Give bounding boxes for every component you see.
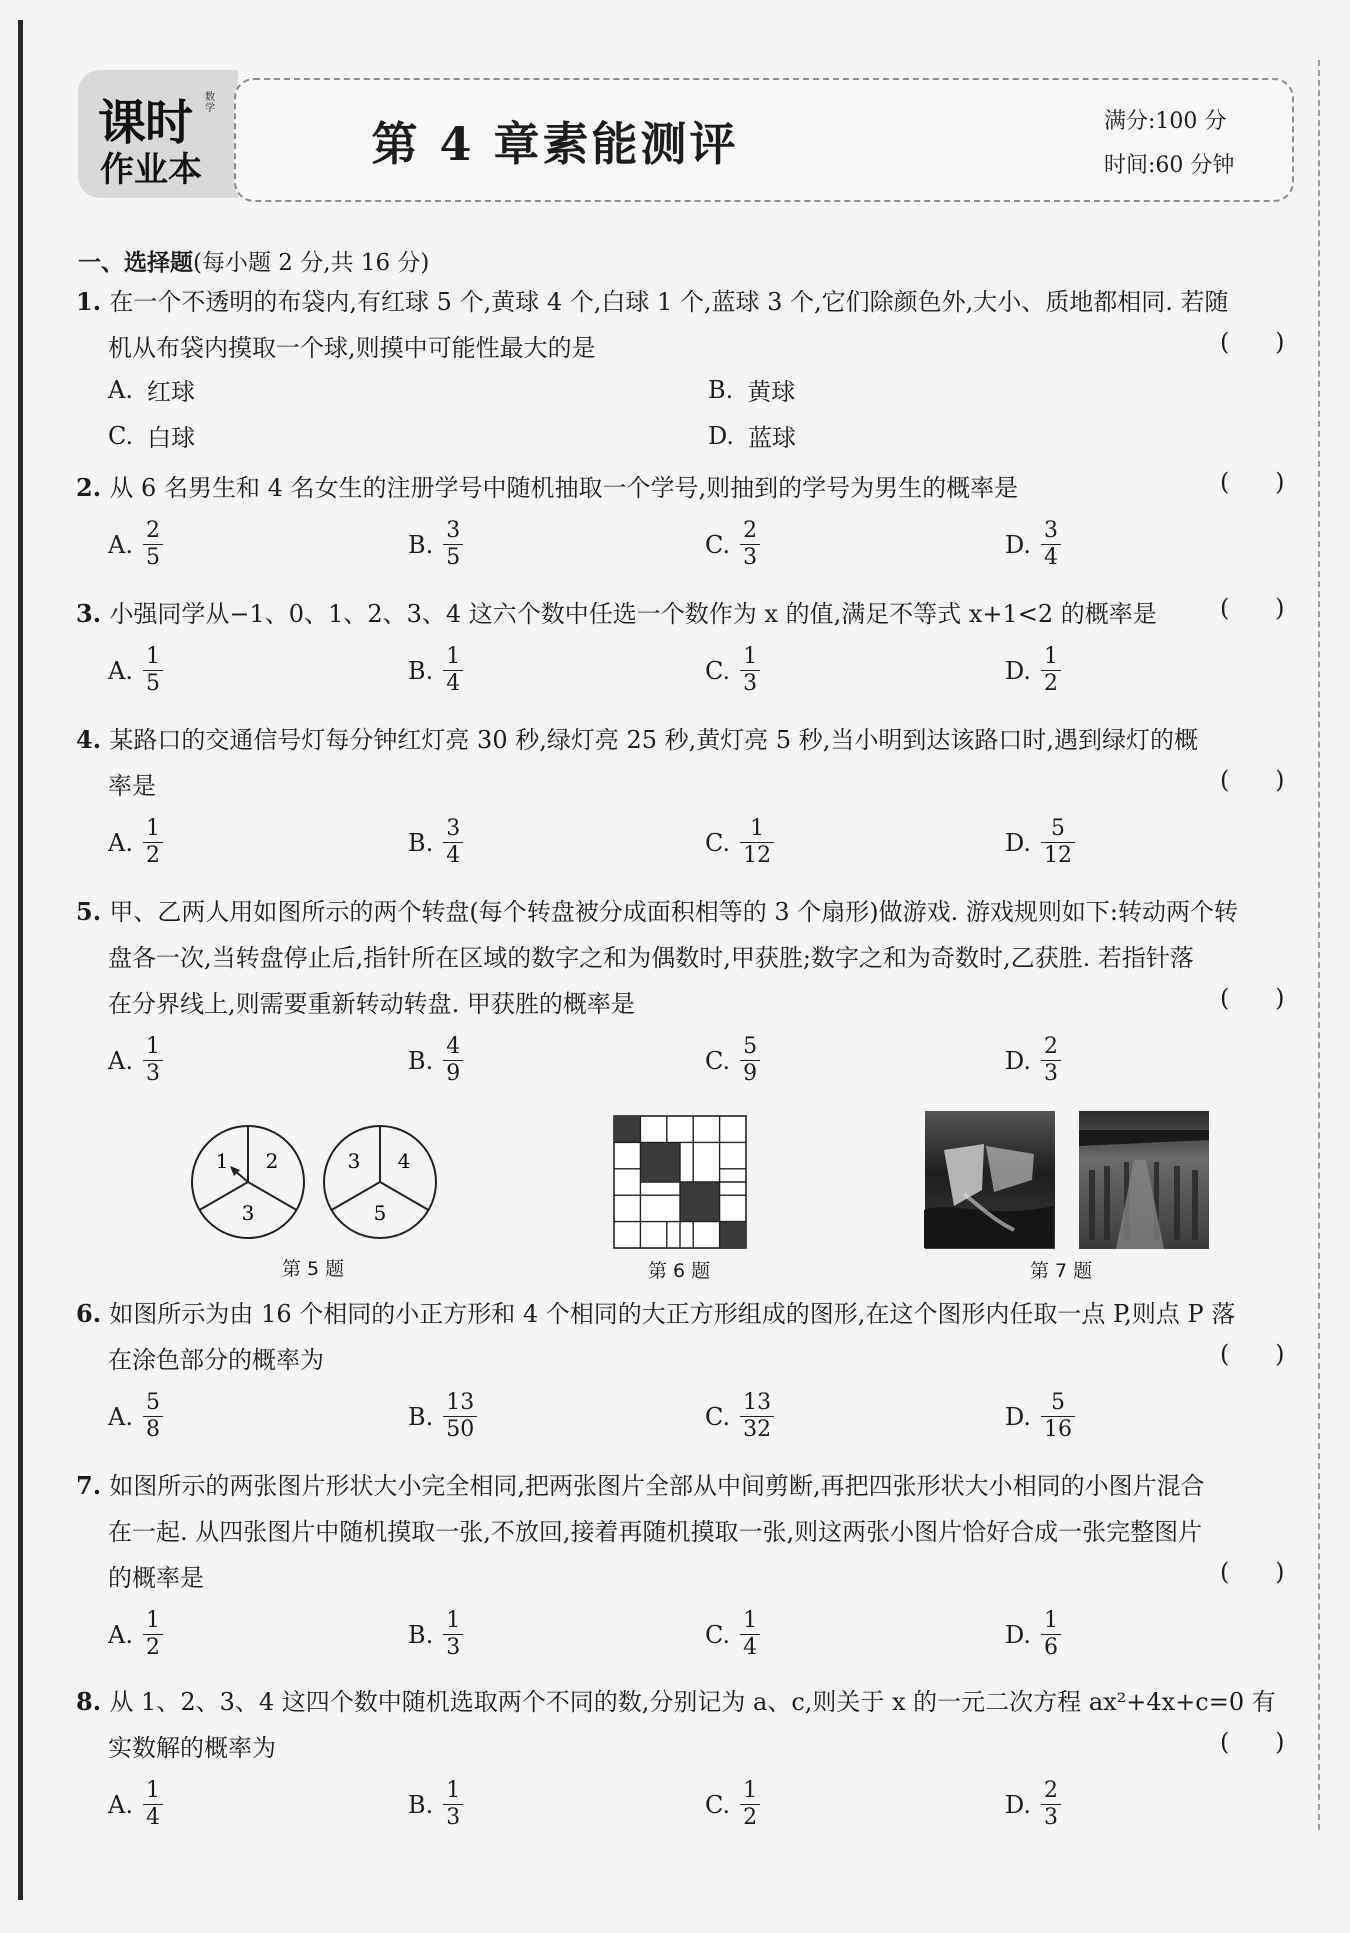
numerator: 1 [446,644,461,669]
numerator: 1 [145,1778,160,1803]
denominator: 12 [1041,842,1075,869]
numerator: 2 [145,518,160,543]
fraction [1041,644,1061,697]
option-a[interactable] [108,518,163,571]
question-text: 在一起. 从四张图片中随机摸取一张,不放回,接着再随机摸取一张,则这两张小图片恰好合成一张完整图片 [108,1518,1203,1546]
numerator: 1 [750,816,765,841]
answer-bracket: ( ) [1220,766,1285,794]
option-label: B. [408,1402,434,1431]
option-b[interactable] [408,1034,463,1087]
option-label: C. [705,1046,731,1075]
numerator: 1 [145,1608,160,1633]
option-text: 蓝球 [748,424,797,452]
numerator: 1 [743,1778,758,1803]
question-text: 从 1、2、3、4 这四个数中随机选取两个不同的数,分别记为 a、c,则关于 x 的一元二次方程 ax²+4x+c=0 有 [109,1688,1276,1716]
question-text: 如图所示为由 16 个相同的小正方形和 4 个相同的大正方形组成的图形,在这个图形内任取一点 P,则点 P 落 [109,1300,1236,1328]
denominator: 3 [1041,1804,1061,1831]
numerator: 5 [743,1034,758,1059]
option-label: D. [1005,1046,1032,1075]
figure-7-photos [924,1110,1210,1252]
fraction [1041,1608,1061,1661]
option-a[interactable] [108,1034,163,1087]
numerator: 5 [1051,1390,1066,1415]
question-text: 率是 [108,772,156,800]
question-number: 4. [76,725,110,754]
denominator: 12 [740,842,774,869]
spinner-1 [192,1126,304,1238]
fraction [1041,1034,1061,1087]
fraction [1041,1778,1061,1831]
option-label: C. [108,421,134,450]
option-d[interactable] [1005,518,1061,571]
numerator: 3 [1044,518,1059,543]
denominator: 5 [143,670,163,697]
fraction [443,1034,463,1087]
denominator: 6 [1041,1634,1061,1661]
option-d[interactable] [1005,644,1061,697]
question-number: 7. [76,1471,110,1500]
numerator: 1 [446,1608,461,1633]
denominator: 50 [443,1416,477,1443]
option-label: B. [708,375,734,404]
option-d[interactable] [1005,1608,1061,1661]
denominator: 32 [740,1416,774,1443]
fraction [443,816,463,869]
question-4-line [76,720,1198,755]
denominator: 3 [1041,1060,1061,1087]
margin-dashed-line [1318,60,1320,1830]
fraction [740,1778,760,1831]
fraction [740,1390,774,1443]
spinner-2-label-c: 5 [373,1201,387,1225]
option-label: A. [108,375,133,404]
question-number: 1. [76,287,110,316]
figure-7-caption: 第 7 题 [1030,1260,1093,1282]
denominator: 3 [740,544,760,571]
fraction [143,816,163,869]
option-c[interactable] [108,418,195,453]
option-label: C. [705,1790,731,1819]
option-label: C. [705,1620,731,1649]
spinner-1-label-b: 2 [265,1149,279,1173]
numerator: 3 [446,518,461,543]
question-8-line [108,1728,276,1763]
figure-6-grid [613,1115,747,1249]
fraction [740,1608,760,1661]
question-text: 如图所示的两张图片形状大小完全相同,把两张图片全部从中间剪断,再把四张形状大小相同的小图片混合 [109,1472,1205,1500]
numerator: 1 [145,644,160,669]
question-2-line [76,468,1018,503]
denominator: 2 [740,1804,760,1831]
option-label: D. [1005,1790,1032,1819]
option-label: A. [108,1620,133,1649]
denominator: 4 [443,670,463,697]
option-label: B. [408,530,434,559]
question-number: 6. [76,1299,110,1328]
numerator: 5 [1051,816,1066,841]
question-5-line [76,892,1238,927]
option-label: D. [1005,656,1032,685]
option-c[interactable] [705,518,760,571]
option-label: C. [705,1402,731,1431]
question-number: 2. [76,473,110,502]
binding-line [18,20,23,1900]
question-text: 在涂色部分的概率为 [108,1346,324,1374]
numerator: 1 [145,1034,160,1059]
question-number: 3. [76,599,110,628]
numerator: 5 [145,1390,160,1415]
fraction [443,644,463,697]
option-b[interactable] [408,1390,477,1443]
option-c[interactable] [705,1390,774,1443]
option-label: A. [108,530,133,559]
answer-bracket: ( ) [1220,1728,1285,1756]
option-c[interactable] [705,1778,760,1831]
option-d[interactable] [1005,1034,1061,1087]
full-score: 满分:100 分 [1104,109,1227,134]
option-label: B. [408,656,434,685]
option-b[interactable] [408,644,463,697]
denominator: 4 [740,1634,760,1661]
option-label: C. [705,656,731,685]
numerator: 3 [446,816,461,841]
answer-bracket: ( ) [1220,984,1285,1012]
option-c[interactable] [705,816,774,869]
option-c[interactable] [705,1608,760,1661]
denominator: 2 [1041,670,1061,697]
logo-line2: 作业本 [100,150,202,190]
option-d[interactable] [1005,816,1075,869]
numerator: 2 [743,518,758,543]
fraction [1041,816,1075,869]
numerator: 2 [1044,1778,1059,1803]
option-c[interactable] [705,644,760,697]
waterfall-photo [924,1111,1055,1249]
answer-bracket: ( ) [1220,1558,1285,1586]
spinner-2-label-b: 4 [397,1149,411,1173]
option-label: A. [108,1402,133,1431]
option-b[interactable] [408,518,463,571]
option-a[interactable] [108,1390,163,1443]
numerator: 1 [1044,1608,1059,1633]
question-8-line [76,1682,1276,1717]
denominator: 3 [443,1634,463,1661]
spinner-1-label-a: 1 [215,1149,229,1173]
option-label: A. [108,656,133,685]
fraction [443,518,463,571]
option-a[interactable] [108,1778,163,1831]
denominator: 16 [1041,1416,1075,1443]
fraction [740,518,760,571]
denominator: 2 [143,1634,163,1661]
question-6-line [108,1340,324,1375]
question-7-line [108,1512,1202,1547]
spinner-2 [324,1126,436,1238]
question-6-line [76,1294,1235,1329]
option-label: C. [705,530,731,559]
question-text: 在分界线上,则需要重新转动转盘. 甲获胜的概率是 [108,990,635,1018]
fraction [1041,1390,1075,1443]
denominator: 5 [443,544,463,571]
numerator: 4 [446,1034,461,1059]
fraction [143,644,163,697]
fraction [143,1778,163,1831]
option-d[interactable] [708,418,796,453]
question-4-line [108,766,156,801]
numerator: 13 [446,1390,475,1415]
fraction [143,518,163,571]
option-label: A. [108,828,133,857]
option-a[interactable] [108,372,195,407]
question-number: 5. [76,897,110,926]
fraction [143,1034,163,1087]
fraction [443,1390,477,1443]
option-label: B. [408,1620,434,1649]
figure-5-caption: 第 5 题 [282,1258,345,1280]
answer-bracket: ( ) [1220,328,1285,356]
fraction [740,644,760,697]
question-5-line [108,938,1194,973]
numerator: 13 [743,1390,772,1415]
numerator: 1 [145,816,160,841]
option-a[interactable] [108,644,163,697]
question-1-line [108,328,596,363]
numerator: 1 [446,1778,461,1803]
option-d[interactable] [1005,1778,1061,1831]
option-label: C. [705,828,731,857]
question-7-line [76,1466,1205,1501]
denominator: 4 [143,1804,163,1831]
denominator: 4 [1041,544,1061,571]
option-label: D. [708,421,735,450]
question-3-line [76,594,1157,629]
denominator: 9 [740,1060,760,1087]
denominator: 2 [143,842,163,869]
option-label: D. [1005,1620,1032,1649]
option-label: D. [1005,1402,1032,1431]
fraction [740,816,774,869]
question-text: 小强同学从−1、0、1、2、3、4 这六个数中任选一个数作为 x 的值,满足不等式 x+1<2 的概率是 [109,600,1157,628]
answer-bracket: ( ) [1220,594,1285,622]
denominator: 9 [443,1060,463,1087]
terracotta-army-photo [1079,1111,1209,1249]
question-1-line [76,282,1229,317]
question-text: 实数解的概率为 [108,1734,276,1762]
denominator: 3 [740,670,760,697]
option-label: D. [1005,530,1032,559]
option-text: 白球 [147,424,196,452]
fraction [1041,518,1061,571]
fraction [740,1034,760,1087]
option-label: A. [108,1790,133,1819]
question-text: 盘各一次,当转盘停止后,指针所在区域的数字之和为偶数时,甲获胜;数字之和为奇数时,乙获胜. 若指针落 [108,944,1194,972]
denominator: 3 [143,1060,163,1087]
option-label: A. [108,1046,133,1075]
denominator: 5 [143,544,163,571]
denominator: 8 [143,1416,163,1443]
option-d[interactable] [1005,1390,1075,1443]
numerator: 1 [743,644,758,669]
option-label: D. [1005,828,1032,857]
numerator: 1 [1044,644,1059,669]
option-text: 红球 [146,378,195,406]
answer-bracket: ( ) [1220,468,1285,496]
option-label: B. [408,1790,434,1819]
question-text: 甲、乙两人用如图所示的两个转盘(每个转盘被分成面积相等的 3 个扇形)做游戏. 游戏规则如下:转动两个转 [109,898,1239,926]
answer-bracket: ( ) [1220,1340,1285,1368]
option-b[interactable] [708,372,795,407]
question-text: 在一个不透明的布袋内,有红球 5 个,黄球 4 个,白球 1 个,蓝球 3 个,它们除颜色外,大小、质地都相同. 若随 [109,288,1229,316]
figure-5-spinners [186,1110,446,1250]
time-limit: 时间:60 分钟 [1104,153,1235,178]
option-c[interactable] [705,1034,760,1087]
question-number: 8. [76,1687,110,1716]
option-a[interactable] [108,816,163,869]
question-text: 从 6 名男生和 4 名女生的注册学号中随机抽取一个学号,则抽到的学号为男生的概率是 [109,474,1019,502]
question-text: 机从布袋内摸取一个球,则摸中可能性最大的是 [108,334,596,362]
fraction [143,1390,163,1443]
section-note: (每小题 2 分,共 16 分) [193,250,430,276]
numerator: 2 [1044,1034,1059,1059]
question-5-line [108,984,635,1019]
option-label: B. [408,828,434,857]
option-b[interactable] [408,1608,463,1661]
section-title: 一、选择题(每小题 2 分,共 16 分) [78,249,430,276]
fraction [443,1608,463,1661]
figure-6-caption: 第 6 题 [648,1260,711,1282]
page-title: 第 4 章素能测评 [371,117,739,171]
numerator: 1 [743,1608,758,1633]
logo-small-text: 数学 [205,92,215,114]
denominator: 4 [443,842,463,869]
option-a[interactable] [108,1608,163,1661]
logo-line1: 课时 [98,95,193,151]
fraction [143,1608,163,1661]
fraction [443,1778,463,1831]
spinner-1-label-c: 3 [241,1201,255,1225]
question-text: 某路口的交通信号灯每分钟红灯亮 30 秒,绿灯亮 25 秒,黄灯亮 5 秒,当小明到达该路口时,遇到绿灯的概 [109,726,1199,754]
question-7-line [108,1558,204,1593]
option-b[interactable] [408,816,463,869]
option-b[interactable] [408,1778,463,1831]
spinner-2-label-a: 3 [347,1149,361,1173]
option-label: B. [408,1046,434,1075]
denominator: 3 [443,1804,463,1831]
option-text: 黄球 [747,378,796,406]
question-text: 的概率是 [108,1564,204,1592]
